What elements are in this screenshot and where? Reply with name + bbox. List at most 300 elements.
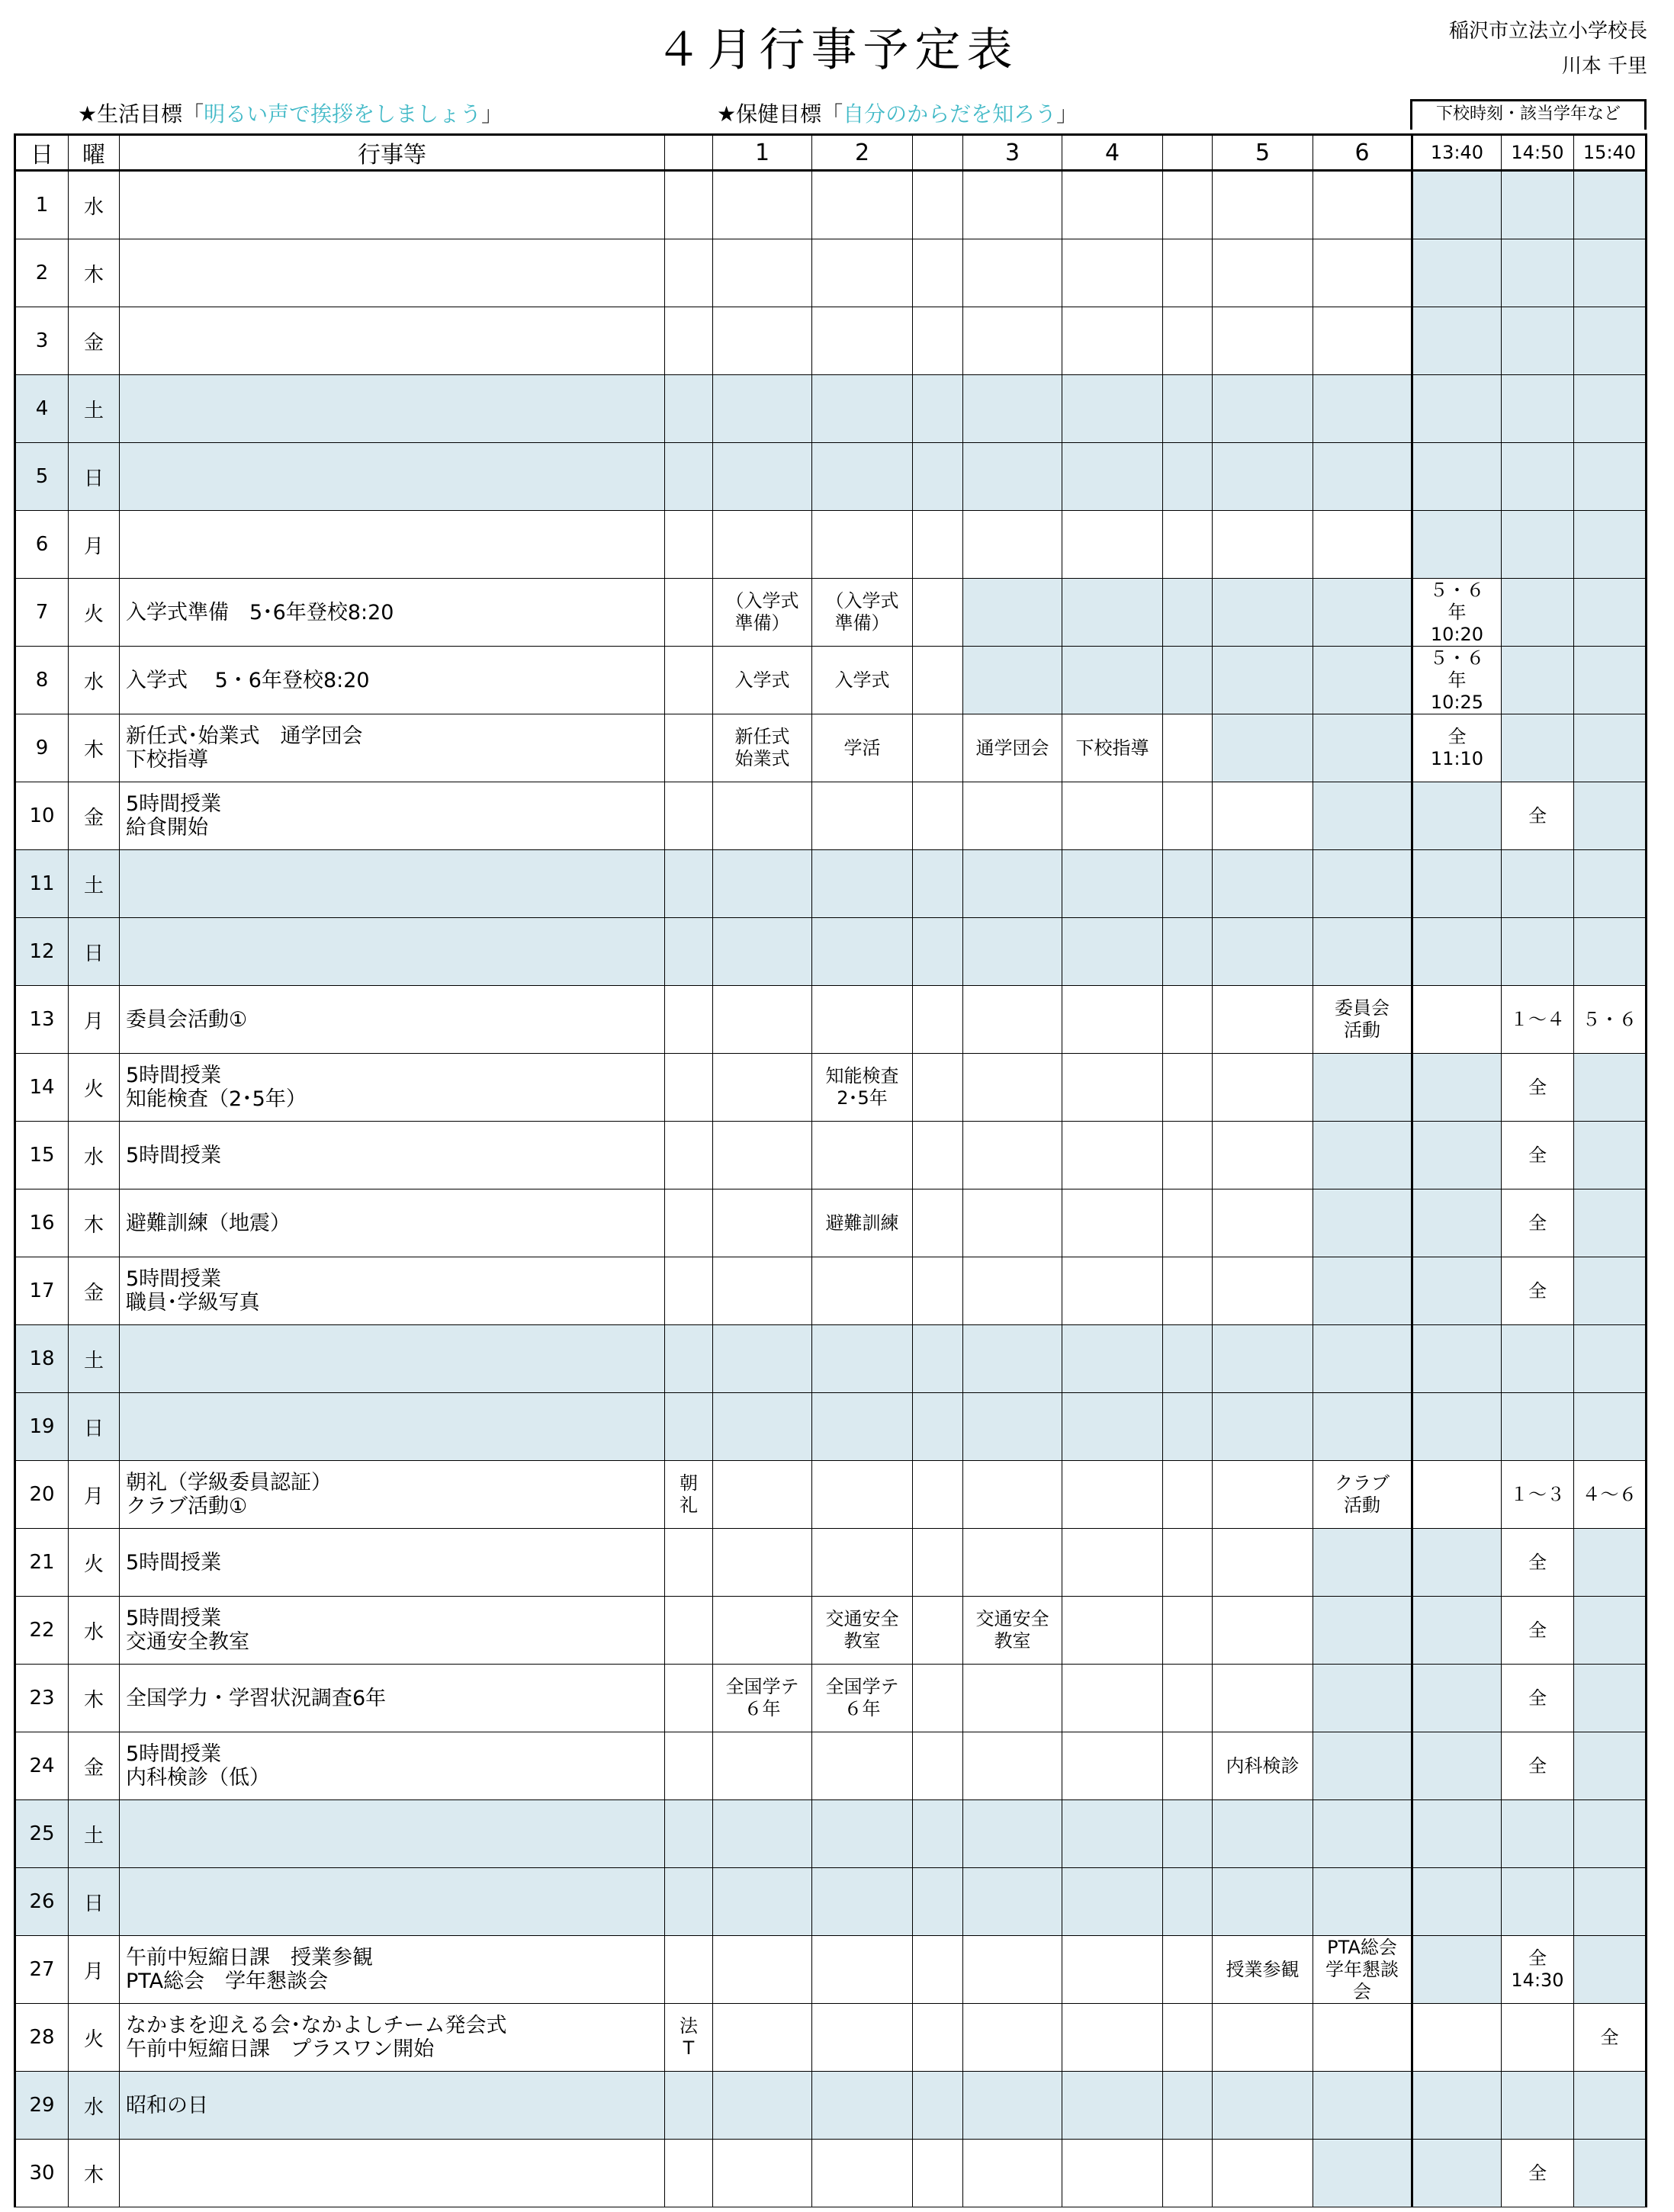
cell-period-4 — [1062, 1122, 1163, 1189]
cell-time-1450 — [1502, 375, 1574, 443]
cell-period-5: 内科検診 — [1213, 1732, 1313, 1800]
cell-morning — [665, 511, 713, 579]
cell-time-1540 — [1574, 1868, 1647, 1936]
cell-time-1340 — [1412, 1936, 1502, 2004]
cell-morning — [665, 1732, 713, 1800]
cell-period-6 — [1313, 239, 1412, 307]
cell-time-1540 — [1574, 1800, 1647, 1868]
cell-period-5 — [1213, 1257, 1313, 1325]
cell-period-5 — [1213, 1122, 1313, 1189]
table-row — [15, 1325, 1647, 1393]
cell-time-1340 — [1412, 171, 1502, 239]
cell-period-3 — [963, 1732, 1062, 1800]
cell-day: 1 — [15, 171, 69, 239]
cell-break — [913, 2140, 963, 2207]
cell-period-6 — [1313, 1257, 1412, 1325]
dismissal-header: 下校時刻・該当学年など — [1410, 99, 1647, 130]
cell-time-1450: 全 — [1502, 1122, 1574, 1189]
cell-period-4 — [1062, 443, 1163, 511]
cell-period-2 — [812, 1936, 913, 2004]
cell-time-1340 — [1412, 1800, 1502, 1868]
cell-events: 全国学力・学習状況調査6年 — [120, 1665, 665, 1732]
cell-events: 新任式･始業式 通学団会 下校指導 — [120, 714, 665, 782]
cell-period-3 — [963, 579, 1062, 647]
cell-period-5 — [1213, 1461, 1313, 1529]
cell-day: 10 — [15, 782, 69, 850]
cell-lunch — [1163, 1665, 1213, 1732]
cell-period-1 — [713, 1325, 812, 1393]
cell-period-2 — [812, 2072, 913, 2140]
cell-time-1540 — [1574, 1054, 1647, 1122]
cell-break — [913, 2072, 963, 2140]
cell-period-6 — [1313, 307, 1412, 375]
cell-period-1 — [713, 2140, 812, 2207]
cell-period-5 — [1213, 1868, 1313, 1936]
cell-time-1450: 全 — [1502, 1732, 1574, 1800]
cell-time-1450 — [1502, 918, 1574, 986]
cell-period-1 — [713, 1054, 812, 1122]
cell-period-4 — [1062, 1732, 1163, 1800]
cell-period-5 — [1213, 2004, 1313, 2072]
cell-period-1: 全国学テ ６年 — [713, 1665, 812, 1732]
cell-time-1340 — [1412, 1325, 1502, 1393]
cell-break — [913, 171, 963, 239]
cell-time-1450 — [1502, 307, 1574, 375]
cell-period-1: （入学式 準備） — [713, 579, 812, 647]
table-row — [15, 986, 1647, 1054]
cell-day: 30 — [15, 2140, 69, 2207]
cell-time-1450 — [1502, 1868, 1574, 1936]
cell-time-1340 — [1412, 1257, 1502, 1325]
cell-time-1340 — [1412, 1665, 1502, 1732]
cell-events: 入学式 5・6年登校8:20 — [120, 647, 665, 714]
cell-morning — [665, 1597, 713, 1665]
cell-morning — [665, 1393, 713, 1461]
cell-lunch — [1163, 307, 1213, 375]
cell-time-1340 — [1412, 782, 1502, 850]
cell-period-2: 避難訓練 — [812, 1189, 913, 1257]
cell-time-1450 — [1502, 2004, 1574, 2072]
header-period-4: 4 — [1062, 135, 1163, 171]
cell-time-1450: 全 — [1502, 2140, 1574, 2207]
cell-period-1 — [713, 1800, 812, 1868]
cell-period-3 — [963, 239, 1062, 307]
cell-period-5 — [1213, 511, 1313, 579]
cell-day: 2 — [15, 239, 69, 307]
cell-period-3 — [963, 782, 1062, 850]
cell-period-3 — [963, 1936, 1062, 2004]
cell-morning — [665, 1054, 713, 1122]
cell-break — [913, 579, 963, 647]
cell-weekday: 日 — [69, 1868, 120, 1936]
cell-break — [913, 2004, 963, 2072]
cell-period-2 — [812, 171, 913, 239]
cell-events — [120, 918, 665, 986]
cell-period-1 — [713, 782, 812, 850]
cell-period-5 — [1213, 850, 1313, 918]
cell-period-5 — [1213, 1529, 1313, 1597]
cell-time-1340 — [1412, 443, 1502, 511]
cell-period-1 — [713, 511, 812, 579]
cell-morning — [665, 307, 713, 375]
cell-break — [913, 1325, 963, 1393]
cell-time-1450 — [1502, 443, 1574, 511]
cell-period-3 — [963, 2004, 1062, 2072]
table-row — [15, 714, 1647, 782]
cell-period-4 — [1062, 579, 1163, 647]
cell-weekday: 月 — [69, 511, 120, 579]
cell-time-1540 — [1574, 375, 1647, 443]
cell-day: 7 — [15, 579, 69, 647]
cell-time-1450 — [1502, 579, 1574, 647]
cell-period-4 — [1062, 1325, 1163, 1393]
cell-weekday: 日 — [69, 918, 120, 986]
cell-period-5 — [1213, 1393, 1313, 1461]
cell-period-2 — [812, 1325, 913, 1393]
cell-time-1340: ５・６ 年 10:20 — [1412, 579, 1502, 647]
cell-time-1340 — [1412, 1393, 1502, 1461]
cell-time-1540 — [1574, 782, 1647, 850]
table-row — [15, 1597, 1647, 1665]
table-row — [15, 1936, 1647, 2004]
cell-period-6 — [1313, 647, 1412, 714]
cell-period-3 — [963, 1800, 1062, 1868]
cell-period-4 — [1062, 1868, 1163, 1936]
cell-period-1 — [713, 239, 812, 307]
cell-period-3 — [963, 171, 1062, 239]
table-row — [15, 375, 1647, 443]
cell-break — [913, 511, 963, 579]
cell-period-4 — [1062, 2004, 1163, 2072]
cell-events — [120, 171, 665, 239]
cell-morning — [665, 647, 713, 714]
cell-break — [913, 443, 963, 511]
cell-period-5 — [1213, 171, 1313, 239]
cell-period-1 — [713, 375, 812, 443]
cell-events — [120, 850, 665, 918]
cell-period-6 — [1313, 1189, 1412, 1257]
cell-events: なかまを迎える会･なかよしチーム発会式 午前中短縮日課 プラスワン開始 — [120, 2004, 665, 2072]
cell-time-1340 — [1412, 375, 1502, 443]
cell-period-4 — [1062, 918, 1163, 986]
cell-period-5 — [1213, 1800, 1313, 1868]
cell-break — [913, 1936, 963, 2004]
cell-period-2 — [812, 1257, 913, 1325]
cell-weekday: 日 — [69, 443, 120, 511]
cell-period-6 — [1313, 171, 1412, 239]
cell-time-1450: 全 — [1502, 1665, 1574, 1732]
cell-events: 入学式準備 5･6年登校8:20 — [120, 579, 665, 647]
cell-period-6 — [1313, 1732, 1412, 1800]
page-title: ４月行事予定表 — [655, 24, 1019, 77]
table-row — [15, 171, 1647, 239]
cell-lunch — [1163, 2004, 1213, 2072]
cell-break — [913, 1529, 963, 1597]
cell-period-5 — [1213, 1665, 1313, 1732]
cell-weekday: 水 — [69, 1122, 120, 1189]
cell-lunch — [1163, 2140, 1213, 2207]
cell-lunch — [1163, 511, 1213, 579]
cell-day: 4 — [15, 375, 69, 443]
cell-time-1340 — [1412, 1597, 1502, 1665]
table-row — [15, 1393, 1647, 1461]
cell-time-1540 — [1574, 918, 1647, 986]
table-row — [15, 1122, 1647, 1189]
cell-period-2 — [812, 1529, 913, 1597]
cell-morning — [665, 918, 713, 986]
cell-events: 朝礼（学級委員認証） クラブ活動① — [120, 1461, 665, 1529]
table-row — [15, 1868, 1647, 1936]
cell-time-1540 — [1574, 2140, 1647, 2207]
cell-weekday: 水 — [69, 1597, 120, 1665]
cell-time-1540 — [1574, 1189, 1647, 1257]
cell-time-1540 — [1574, 1732, 1647, 1800]
cell-period-5 — [1213, 307, 1313, 375]
cell-period-3 — [963, 1122, 1062, 1189]
cell-time-1450: 全 14:30 — [1502, 1936, 1574, 2004]
cell-period-1 — [713, 1597, 812, 1665]
table-row — [15, 579, 1647, 647]
cell-period-4 — [1062, 2072, 1163, 2140]
cell-weekday: 木 — [69, 239, 120, 307]
cell-period-4 — [1062, 782, 1163, 850]
cell-lunch — [1163, 579, 1213, 647]
cell-morning — [665, 850, 713, 918]
cell-weekday: 土 — [69, 375, 120, 443]
life-goal-text: 明るい声で挨拶をしましょう — [204, 101, 482, 127]
header-lunch — [1163, 135, 1213, 171]
cell-weekday: 火 — [69, 579, 120, 647]
cell-day: 28 — [15, 2004, 69, 2072]
cell-period-3 — [963, 511, 1062, 579]
cell-period-4 — [1062, 1461, 1163, 1529]
cell-lunch — [1163, 782, 1213, 850]
cell-events: 5時間授業 — [120, 1529, 665, 1597]
cell-period-3 — [963, 1529, 1062, 1597]
cell-period-5 — [1213, 2072, 1313, 2140]
cell-time-1450: 全 — [1502, 1189, 1574, 1257]
cell-lunch — [1163, 1732, 1213, 1800]
table-row — [15, 1257, 1647, 1325]
cell-period-3 — [963, 1868, 1062, 1936]
cell-morning — [665, 1529, 713, 1597]
cell-period-1 — [713, 918, 812, 986]
cell-break — [913, 647, 963, 714]
table-row — [15, 2140, 1647, 2207]
cell-events — [120, 2140, 665, 2207]
cell-lunch — [1163, 647, 1213, 714]
cell-period-5 — [1213, 443, 1313, 511]
cell-period-1 — [713, 1529, 812, 1597]
cell-lunch — [1163, 1054, 1213, 1122]
cell-events — [120, 1325, 665, 1393]
header-period-6: 6 — [1313, 135, 1412, 171]
cell-events — [120, 443, 665, 511]
cell-break — [913, 1665, 963, 1732]
cell-day: 22 — [15, 1597, 69, 1665]
cell-day: 13 — [15, 986, 69, 1054]
cell-period-5 — [1213, 714, 1313, 782]
cell-period-2 — [812, 986, 913, 1054]
cell-period-1 — [713, 1936, 812, 2004]
cell-break — [913, 1868, 963, 1936]
cell-break — [913, 850, 963, 918]
cell-time-1540 — [1574, 1529, 1647, 1597]
school-signature — [1396, 14, 1647, 84]
cell-time-1540 — [1574, 2072, 1647, 2140]
cell-break — [913, 1393, 963, 1461]
cell-break — [913, 782, 963, 850]
cell-period-2 — [812, 511, 913, 579]
cell-period-3 — [963, 2140, 1062, 2207]
cell-morning — [665, 986, 713, 1054]
cell-events: 5時間授業 職員･学級写真 — [120, 1257, 665, 1325]
cell-day: 26 — [15, 1868, 69, 1936]
cell-time-1450 — [1502, 850, 1574, 918]
cell-time-1540 — [1574, 1665, 1647, 1732]
cell-time-1340 — [1412, 2004, 1502, 2072]
table-row — [15, 850, 1647, 918]
cell-time-1340 — [1412, 1054, 1502, 1122]
cell-time-1340 — [1412, 239, 1502, 307]
cell-time-1540 — [1574, 1393, 1647, 1461]
cell-weekday: 木 — [69, 1665, 120, 1732]
cell-period-2 — [812, 375, 913, 443]
cell-morning — [665, 1936, 713, 2004]
cell-weekday: 金 — [69, 307, 120, 375]
cell-break — [913, 1189, 963, 1257]
cell-period-6 — [1313, 1054, 1412, 1122]
cell-break — [913, 986, 963, 1054]
cell-morning — [665, 1257, 713, 1325]
cell-period-3 — [963, 986, 1062, 1054]
cell-break — [913, 1122, 963, 1189]
cell-lunch — [1163, 1800, 1213, 1868]
cell-period-6: PTA総会 学年懇談 会 — [1313, 1936, 1412, 2004]
cell-period-4: 下校指導 — [1062, 714, 1163, 782]
cell-period-2: 知能検査 2･5年 — [812, 1054, 913, 1122]
cell-time-1540 — [1574, 307, 1647, 375]
cell-period-1 — [713, 1461, 812, 1529]
table-row — [15, 918, 1647, 986]
cell-time-1450 — [1502, 1800, 1574, 1868]
cell-period-2: 交通安全 教室 — [812, 1597, 913, 1665]
cell-period-4 — [1062, 1665, 1163, 1732]
cell-time-1340 — [1412, 307, 1502, 375]
health-goal-text: 自分のからだを知ろう — [843, 101, 1057, 127]
cell-period-2 — [812, 1732, 913, 1800]
header-period-2: 2 — [812, 135, 913, 171]
cell-time-1540 — [1574, 511, 1647, 579]
cell-morning — [665, 1189, 713, 1257]
header-time-1450: 14:50 — [1502, 135, 1574, 171]
cell-weekday: 水 — [69, 647, 120, 714]
cell-period-4 — [1062, 1529, 1163, 1597]
cell-period-1 — [713, 2004, 812, 2072]
cell-period-4 — [1062, 1800, 1163, 1868]
cell-day: 18 — [15, 1325, 69, 1393]
cell-period-1 — [713, 1257, 812, 1325]
cell-morning — [665, 2072, 713, 2140]
cell-day: 17 — [15, 1257, 69, 1325]
cell-day: 27 — [15, 1936, 69, 2004]
cell-period-2 — [812, 782, 913, 850]
header-break — [913, 135, 963, 171]
health-goal-suffix: 」 — [1056, 101, 1078, 127]
table-row — [15, 511, 1647, 579]
cell-morning — [665, 239, 713, 307]
header-row — [15, 135, 1647, 171]
cell-period-4 — [1062, 647, 1163, 714]
cell-period-4 — [1062, 1597, 1163, 1665]
cell-time-1540 — [1574, 714, 1647, 782]
cell-period-4 — [1062, 1189, 1163, 1257]
cell-weekday: 火 — [69, 1529, 120, 1597]
cell-period-2 — [812, 2004, 913, 2072]
cell-period-4 — [1062, 239, 1163, 307]
cell-events: 委員会活動① — [120, 986, 665, 1054]
cell-weekday: 日 — [69, 1393, 120, 1461]
cell-time-1540: ４～６ — [1574, 1461, 1647, 1529]
cell-time-1540 — [1574, 171, 1647, 239]
cell-period-2 — [812, 239, 913, 307]
cell-morning — [665, 1122, 713, 1189]
cell-lunch — [1163, 1189, 1213, 1257]
cell-period-3 — [963, 918, 1062, 986]
cell-period-5 — [1213, 1189, 1313, 1257]
cell-events — [120, 511, 665, 579]
cell-time-1340 — [1412, 918, 1502, 986]
cell-morning: 朝 礼 — [665, 1461, 713, 1529]
cell-day: 14 — [15, 1054, 69, 1122]
cell-events — [120, 239, 665, 307]
cell-period-3 — [963, 307, 1062, 375]
cell-period-1 — [713, 850, 812, 918]
cell-lunch — [1163, 239, 1213, 307]
cell-weekday: 木 — [69, 714, 120, 782]
cell-events: 昭和の日 — [120, 2072, 665, 2140]
cell-events — [120, 307, 665, 375]
cell-lunch — [1163, 1936, 1213, 2004]
cell-time-1450: １～４ — [1502, 986, 1574, 1054]
cell-lunch — [1163, 171, 1213, 239]
cell-weekday: 月 — [69, 1936, 120, 2004]
cell-period-6: 委員会 活動 — [1313, 986, 1412, 1054]
cell-time-1340 — [1412, 986, 1502, 1054]
header-weekday: 曜 — [69, 135, 120, 171]
cell-lunch — [1163, 918, 1213, 986]
cell-period-1: 入学式 — [713, 647, 812, 714]
life-goal-suffix: 」 — [481, 101, 503, 127]
cell-day: 16 — [15, 1189, 69, 1257]
health-goal-prefix: ★保健目標「 — [717, 101, 843, 127]
cell-period-5 — [1213, 375, 1313, 443]
cell-period-4 — [1062, 511, 1163, 579]
cell-weekday: 水 — [69, 171, 120, 239]
header-time-1340: 13:40 — [1412, 135, 1502, 171]
cell-period-6 — [1313, 1597, 1412, 1665]
cell-time-1450 — [1502, 1325, 1574, 1393]
cell-period-6 — [1313, 1868, 1412, 1936]
cell-period-6: クラブ 活動 — [1313, 1461, 1412, 1529]
cell-lunch — [1163, 375, 1213, 443]
cell-period-4 — [1062, 1257, 1163, 1325]
cell-time-1340 — [1412, 1189, 1502, 1257]
cell-period-1 — [713, 1189, 812, 1257]
cell-period-2: 入学式 — [812, 647, 913, 714]
cell-day: 11 — [15, 850, 69, 918]
cell-period-6 — [1313, 714, 1412, 782]
